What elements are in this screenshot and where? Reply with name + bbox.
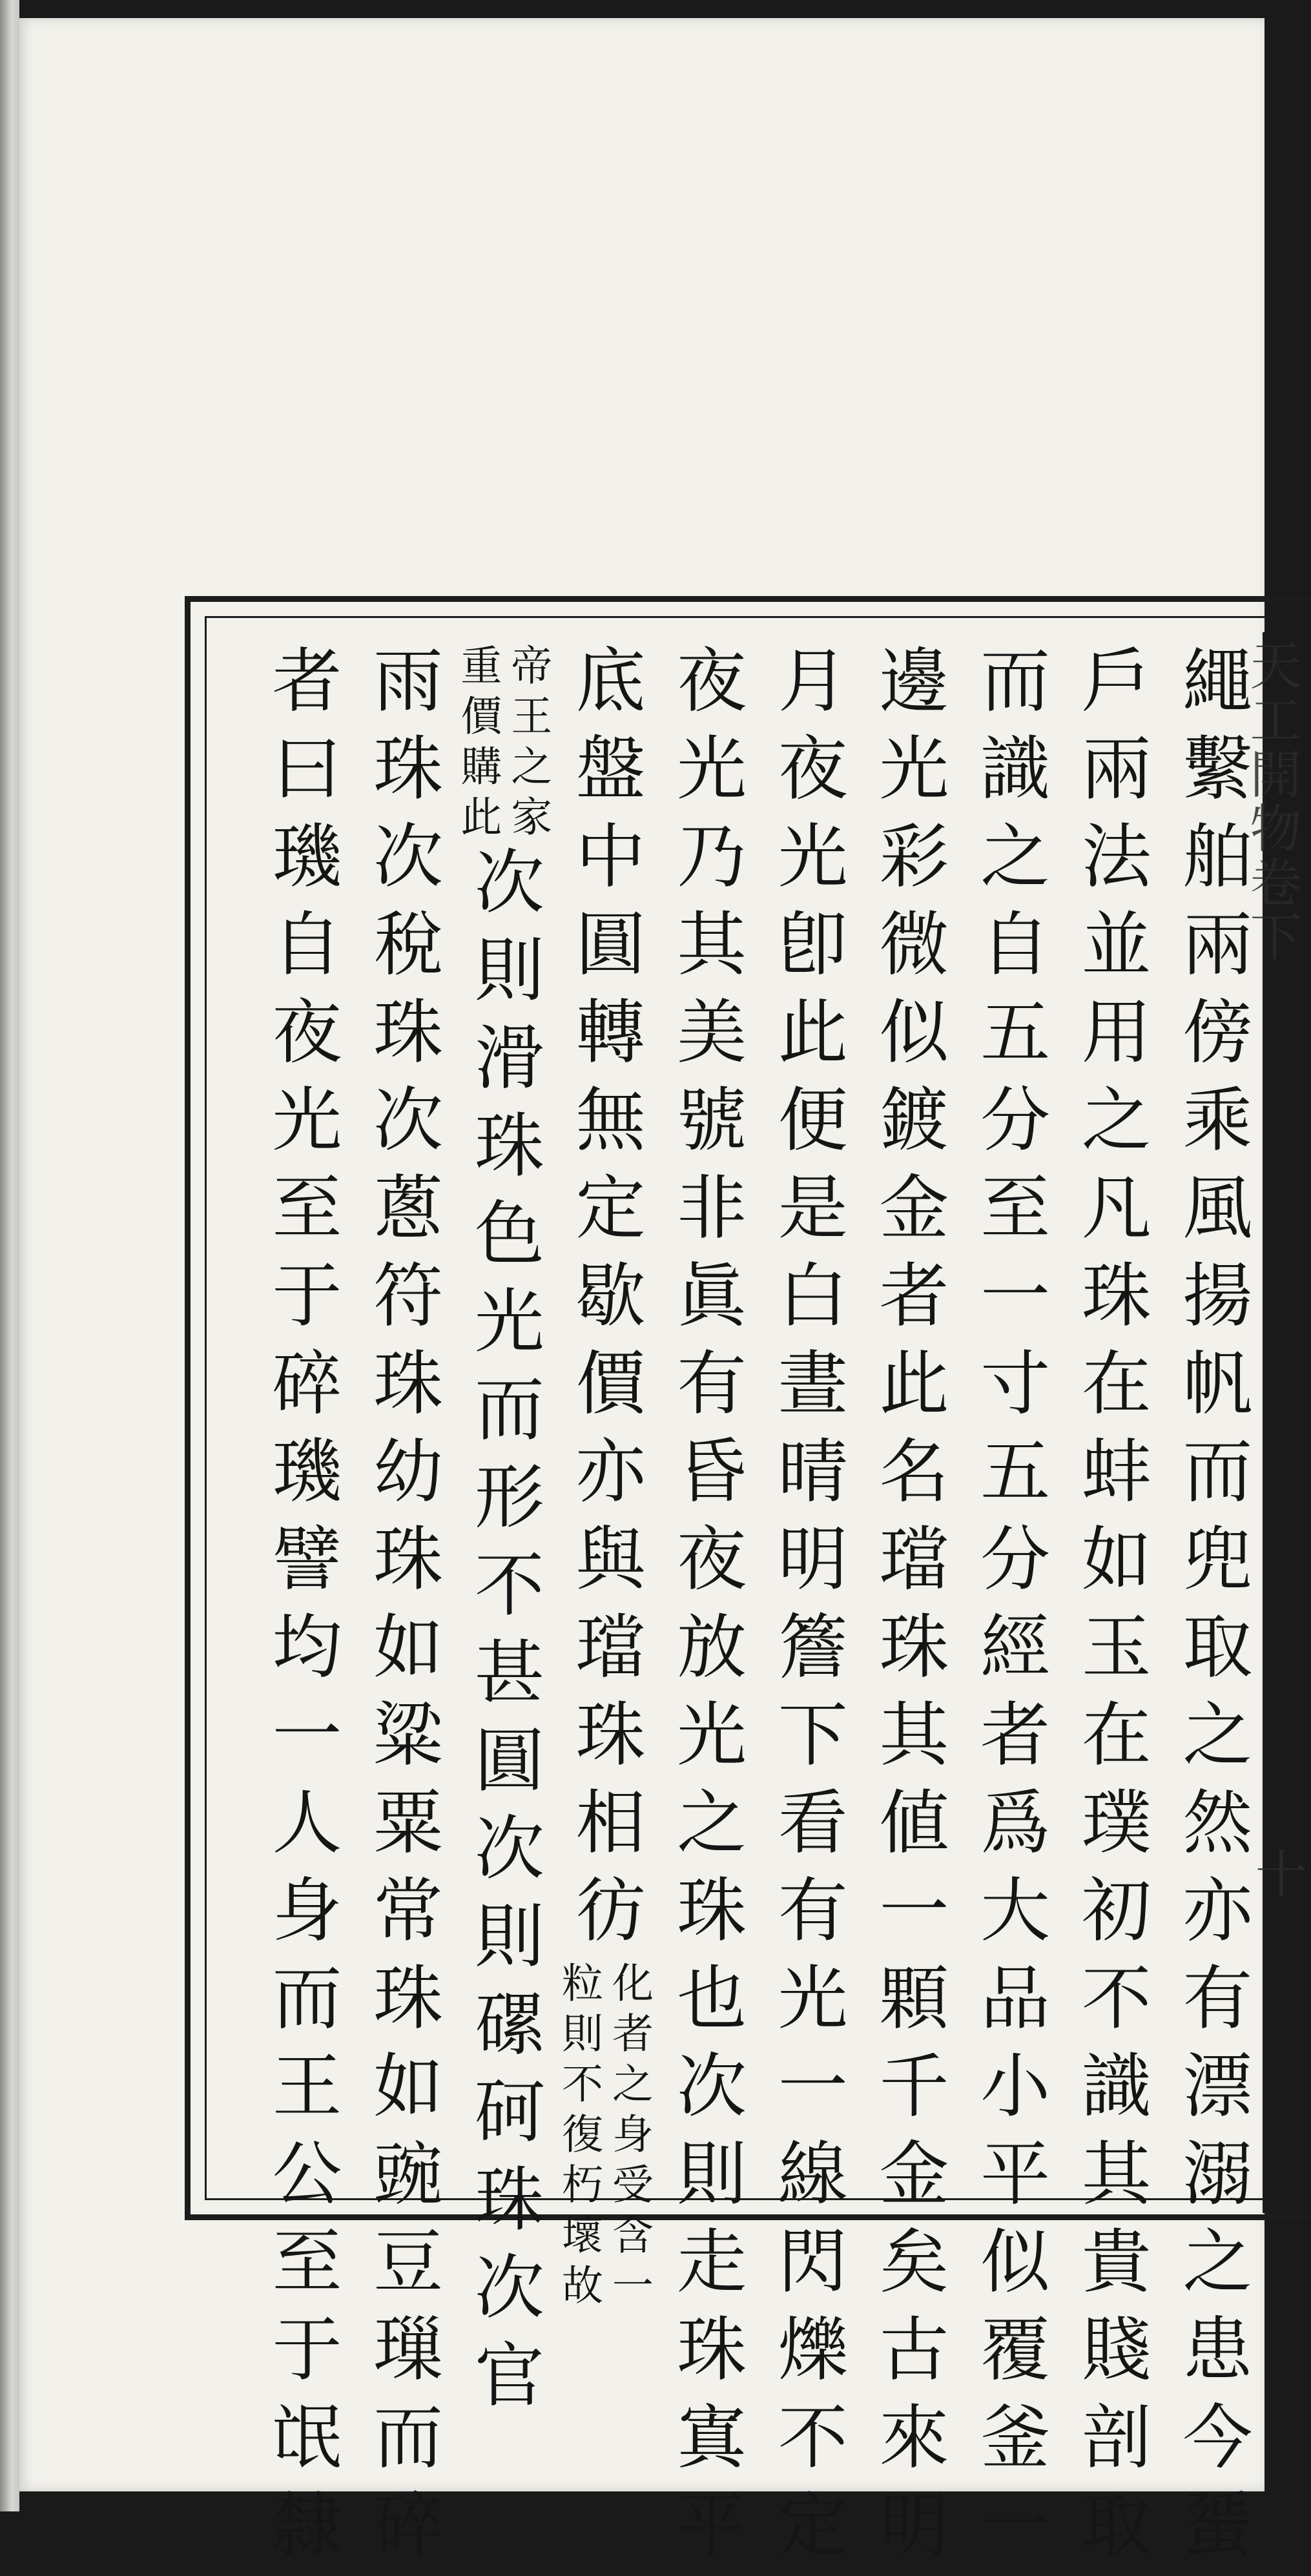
note-line-right: 帝王之家 xyxy=(504,644,552,845)
text-frame xyxy=(185,596,1311,2576)
text-column-with-note xyxy=(453,644,552,2426)
book-page xyxy=(19,18,1307,2576)
text-column: 夜光乃其美號非眞有昏夜放光之珠也次則走珠寘平 xyxy=(665,644,746,2576)
strip-divider xyxy=(1265,1808,1311,1809)
note-line-right: 化者之身受含一 xyxy=(604,1961,653,2314)
page-number: 十 xyxy=(1255,1845,1307,1905)
note-line-left: 重價購此 xyxy=(453,644,502,845)
text-column: 雨珠次稅珠次蔥符珠幼珠如粱粟常珠如豌豆璅而碎 xyxy=(361,644,442,2576)
text-column: 月夜光卽此便是白晝晴明簷下看有光一線閃爍不定 xyxy=(766,644,847,2576)
strip-divider xyxy=(1265,1149,1311,1151)
block-center-strip xyxy=(1241,632,1311,2213)
note-line-left: 粒則不復朽壞故 xyxy=(554,1961,603,2314)
interlinear-note xyxy=(555,1961,652,2314)
text-column-main: 底盤中圓轉無定歇價亦與璫珠相彷 xyxy=(563,644,645,1961)
text-column-with-note xyxy=(554,644,653,2314)
text-columns xyxy=(252,644,1259,2576)
book-spine-edge xyxy=(0,0,19,2511)
text-column: 戶兩法並用之凡珠在蚌如玉在璞初不識其貴賤剖取 xyxy=(1069,644,1151,2576)
text-column: 者曰璣自夜光至于碎璣譬均一人身而王公至于氓隸 xyxy=(260,644,341,2576)
strip-divider xyxy=(1265,1071,1311,1073)
text-column: 而識之自五分至一寸五分經者爲大品小平似覆釜一 xyxy=(968,644,1049,2576)
text-frame-inner xyxy=(205,616,1311,2576)
book-title-fragment: 天工開物卷下 xyxy=(1241,639,1301,964)
text-column-main: 次則滑珠色光而形不甚圓次則磥砢珠次官 xyxy=(462,845,544,2426)
interlinear-note xyxy=(454,644,551,845)
text-column: 邊光彩微似鍍金者此名璫珠其値一顆千金矣古來明 xyxy=(867,644,948,2576)
text-column: 繩繫舶兩傍乘風揚帆而兜取之然亦有漂溺之患今蜑 xyxy=(1170,644,1252,2576)
